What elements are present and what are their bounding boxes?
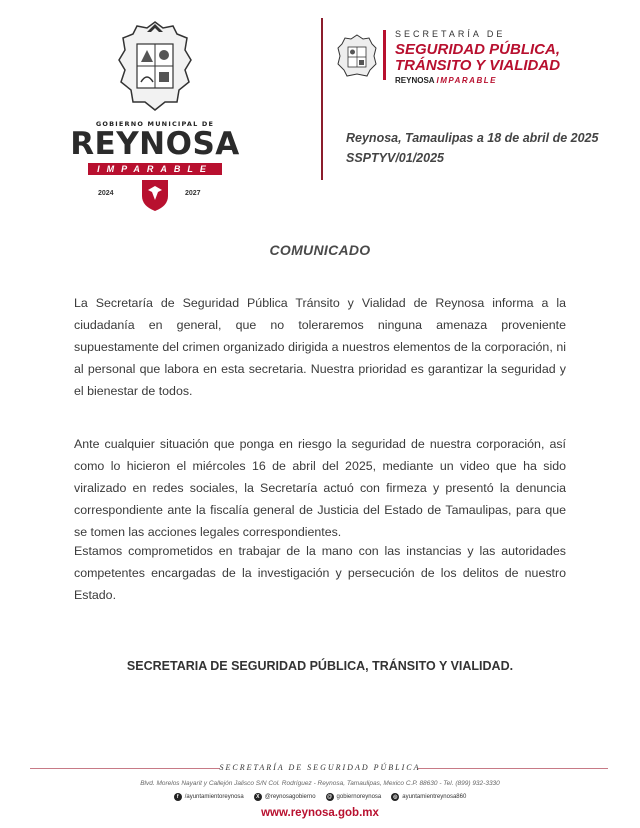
header-divider — [321, 18, 323, 180]
tagline: IMPARABLE — [97, 164, 213, 174]
coat-of-arms-icon — [117, 20, 193, 112]
secretaria-seal-icon — [337, 34, 377, 78]
social-handle: /ayuntamientoreynosa — [184, 794, 244, 800]
term-end-year: 2027 — [185, 190, 201, 197]
document-title: COMUNICADO — [269, 242, 371, 258]
paragraph-1: La Secretaría de Seguridad Pública Tránsito y Vialidad de Reynosa informa a la ciudadanía en general, que no toleraremos ninguna amenaza proveniente supuestamente del crimen organizado dirigida a nuestros elementos de la corporación, ni al personal que labora en esta secretaria. Nuestra prioridad es garantizar la seguridad y el bienestar de todos. — [74, 296, 566, 398]
government-line: GOBIERNO MUNICIPAL DE — [95, 120, 215, 128]
social-threads[interactable] — [326, 793, 382, 801]
shield-icon — [140, 178, 170, 212]
document-reference: SSPTYV/01/2025 — [346, 151, 444, 165]
secretaria-name-line2: TRÁNSITO Y VIALIDAD — [395, 57, 561, 74]
footer-title: SECRETARÍA DE SEGURIDAD PÚBLICA — [219, 763, 421, 772]
instagram-icon: ◎ — [393, 794, 398, 800]
term-start-year: 2024 — [98, 190, 114, 197]
social-instagram[interactable] — [391, 793, 466, 801]
website-link[interactable]: www.reynosa.gob.mx — [261, 807, 379, 819]
social-x[interactable] — [254, 793, 316, 801]
paragraph-2: Ante cualquier situación que ponga en riesgo la seguridad de nuestra corporación, así como lo hicieron el miércoles 16 de abril del 2025, mediante un video que ha sido viralizado en redes sociales, la Secretaría actuó con firmeza y presentó la denuncia correspondiente ante la fiscalía general de Justicia del Estado de Tamaulipas, para que se tomen las acciones legales correspondientes. — [74, 437, 566, 539]
signature-line: SECRETARIA DE SEGURIDAD PÚBLICA, TRÁNSITO Y VIALIDAD. — [126, 659, 514, 673]
place-and-date: Reynosa, Tamaulipas a 18 de abril de 2025 — [346, 131, 599, 145]
secretaria-of-label: SECRETARÍA DE — [395, 29, 506, 39]
facebook-icon: f — [174, 793, 182, 801]
secretaria-name-line1: SEGURIDAD PÚBLICA, — [395, 41, 561, 58]
municipal-logo — [60, 20, 250, 205]
footer-address: Blvd. Morelos Nayarit y Callejón Jalisco S/N Col. Rodríguez - Reynosa, Tamaulipas, Mexico C.P. 88630 - Tel. (899) 932-3330 — [140, 780, 500, 787]
social-handle: gobiernoreynosa — [336, 794, 382, 800]
threads-icon: @ — [327, 794, 332, 800]
social-handle: @reynosagobierno — [264, 794, 316, 800]
brand-tagline: IMPARABLE — [436, 76, 497, 85]
social-links — [0, 793, 640, 801]
paragraph-3: Estamos comprometidos en trabajar de la mano con las instancias y las autoridades competentes encargadas de la investigación y persecución de los delitos de nuestro Estado. — [74, 544, 566, 602]
social-handle: ayuntamientreynosa860 — [402, 794, 467, 800]
social-facebook[interactable] — [174, 793, 244, 801]
brand-city: REYNOSA — [395, 76, 435, 85]
city-name: REYNOSA — [70, 126, 240, 162]
secretaria-accent-bar — [383, 30, 386, 80]
x-icon: X — [254, 793, 262, 801]
secretaria-brand — [395, 76, 497, 85]
